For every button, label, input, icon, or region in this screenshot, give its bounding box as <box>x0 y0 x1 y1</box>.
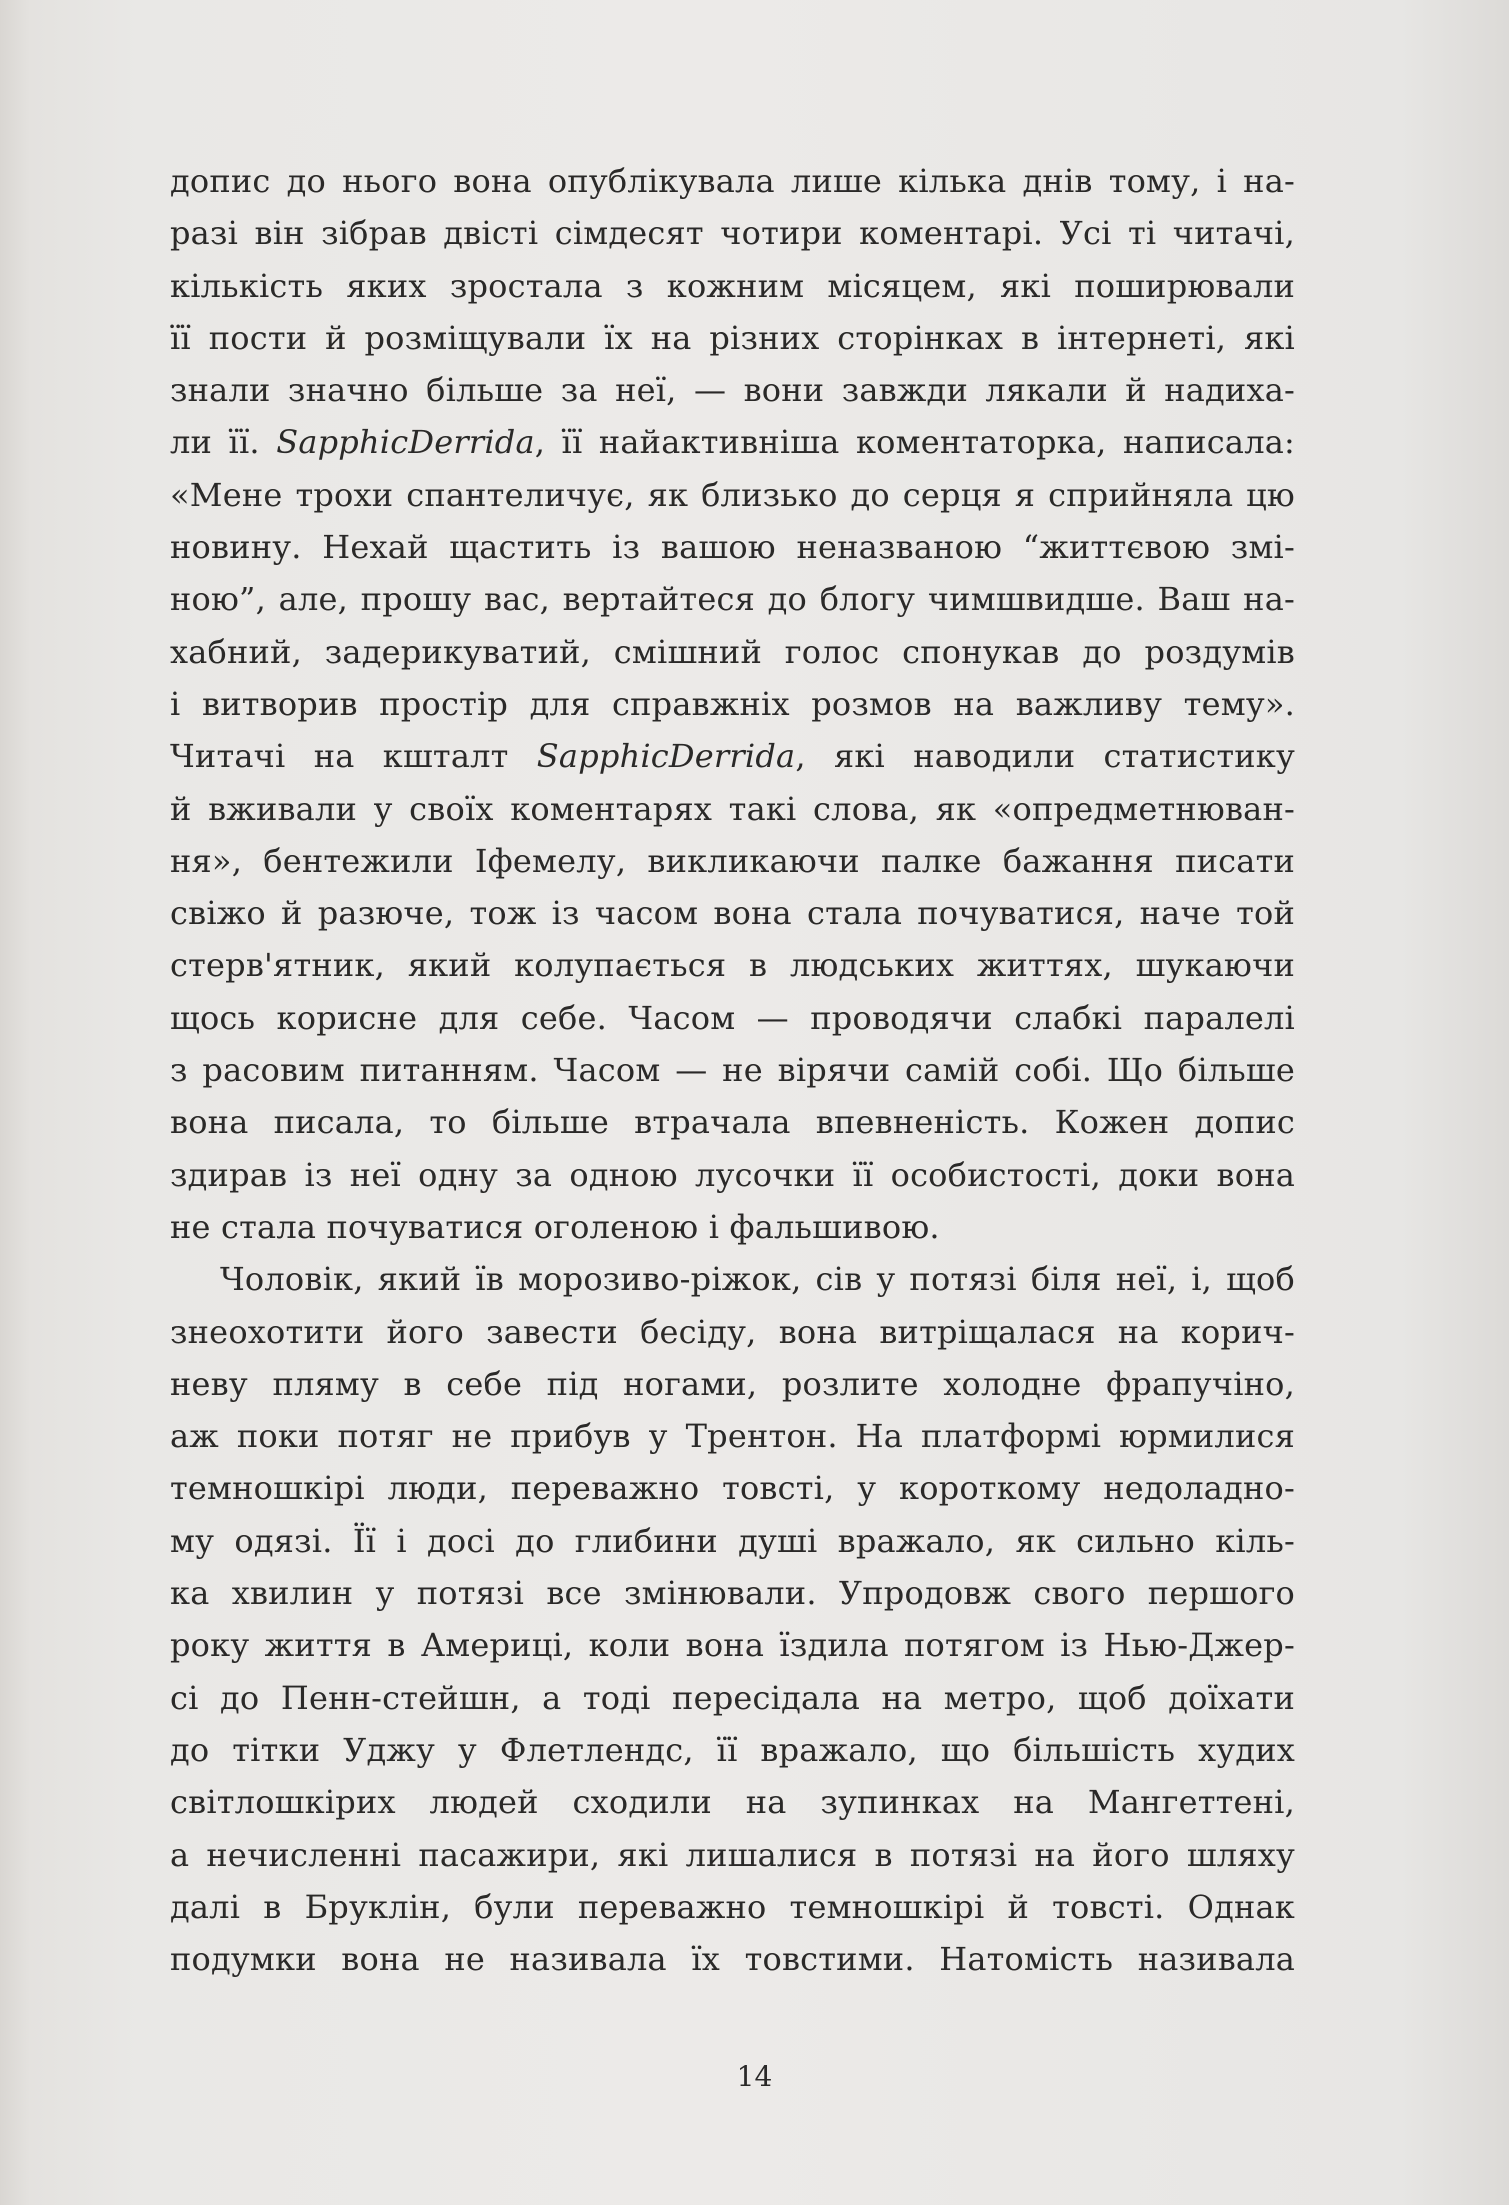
text-line: ка хвилин у потязі все змінювали. Упродовж свого першого <box>170 1574 1295 1613</box>
text-line: ною”, але, прошу вас, вертайтеся до блогу чимшвидше. Ваш на- <box>170 580 1295 619</box>
paragraph <box>170 1253 1295 1985</box>
text-line: свіжо й разюче, тож із часом вона стала почуватися, наче той <box>170 894 1295 933</box>
body-text <box>170 155 1295 1985</box>
text-line: ня», бентежили Іфемелу, викликаючи палке бажання писати <box>170 841 1295 880</box>
text-line: ли її. SapphicDerrida, її найактивніша коментаторка, написала: <box>170 423 1295 462</box>
text-line: здирав із неї одну за одною лусочки її особистості, доки вона <box>170 1155 1295 1194</box>
text-line: не стала почуватися оголеною і фальшивою. <box>170 1207 940 1246</box>
text-line: й вживали у своїх коментарях такі слова, як «опредметнюван- <box>170 789 1295 828</box>
text-line: разі він зібрав двісті сімдесят чотири коментарі. Усі ті читачі, <box>170 214 1295 253</box>
text-line: хабний, задерикуватий, смішний голос спонукав до роздумів <box>170 632 1295 671</box>
text-line: далі в Бруклін, були переважно темношкірі й товсті. Однак <box>170 1887 1295 1926</box>
text-line: світлошкірих людей сходили на зупинках на Мангеттені, <box>170 1783 1295 1822</box>
text-line: і витворив простір для справжніх розмов на важливу тему». <box>170 684 1295 723</box>
text-line: Чоловік, який їв морозиво-ріжок, сів у потязі біля неї, і, щоб <box>220 1260 1295 1299</box>
text-line: вона писала, то більше втрачала впевненість. Кожен допис <box>170 1103 1295 1142</box>
text-line: му одязі. Її і досі до глибини душі вражало, як сильно кіль- <box>170 1521 1295 1560</box>
text-line: щось корисне для себе. Часом — проводячи слабкі паралелі <box>170 998 1295 1037</box>
text-line: подумки вона не називала їх товстими. Натомість називала <box>170 1940 1295 1979</box>
text-line: «Мене трохи спантеличує, як близько до серця я сприйняла цю <box>170 475 1295 514</box>
text-line: її пости й розміщували їх на різних сторінках в інтернеті, які <box>170 318 1295 357</box>
text-line: а нечисленні пасажири, які лишалися в потязі на його шляху <box>170 1835 1295 1874</box>
text-line: року життя в Америці, коли вона їздила потягом із Нью-Джер- <box>170 1626 1295 1665</box>
page-number: 14 <box>736 2060 773 2093</box>
text-line: з расовим питанням. Часом — не вірячи самій собі. Що більше <box>170 1051 1295 1090</box>
text-line: кількість яких зростала з кожним місяцем, які поширювали <box>170 266 1295 305</box>
text-line: допис до нього вона опублікувала лише кілька днів тому, і на- <box>170 162 1295 200</box>
text-line: Читачі на кшталт SapphicDerrida, які наводили статистику <box>170 737 1295 776</box>
text-line: стерв'ятник, який колупається в людських життях, шукаючи <box>170 946 1295 985</box>
paragraph <box>170 155 1295 1253</box>
text-line: неву пляму в себе під ногами, розлите холодне фрапучіно, <box>170 1364 1295 1403</box>
text-line: новину. Нехай щастить із вашою неназваною “життєвою змі- <box>170 528 1295 567</box>
text-line: знеохотити його завести бесіду, вона витріщалася на корич- <box>170 1312 1295 1351</box>
text-line: темношкірі люди, переважно товсті, у короткому недоладно- <box>170 1469 1295 1508</box>
text-line: до тітки Уджу у Флетлендс, її вражало, що більшість худих <box>170 1730 1295 1769</box>
text-line: сі до Пенн-стейшн, а тоді пересідала на метро, щоб доїхати <box>170 1678 1295 1717</box>
text-line: знали значно більше за неї, — вони завжди лякали й надиха- <box>170 371 1295 410</box>
text-line: аж поки потяг не прибув у Трентон. На платформі юрмилися <box>170 1417 1295 1456</box>
